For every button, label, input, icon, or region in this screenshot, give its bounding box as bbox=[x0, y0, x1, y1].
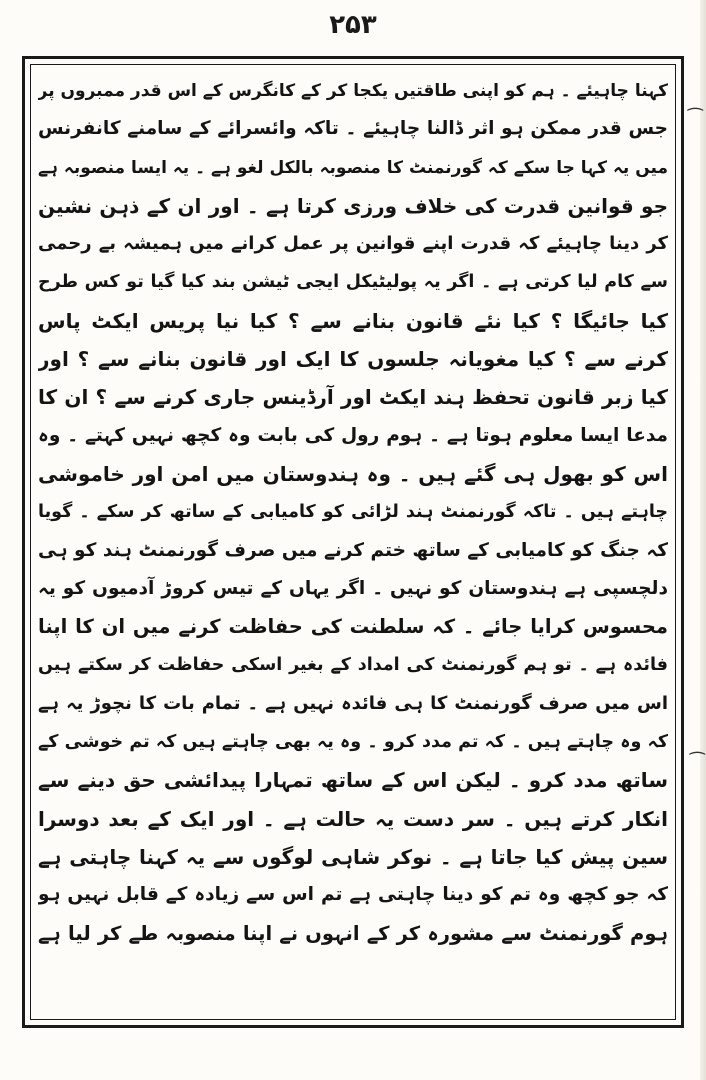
page-number: ۲۵۳ bbox=[329, 10, 377, 40]
text-line: کیا جائیگا ؟ کیا نئے قانون بنانے سے ؟ کیا نیا پریس ایکٹ پاس bbox=[38, 308, 668, 333]
text-line: ہوم گورنمنٹ سے مشورہ کر کے انہوں نے اپنا منصوبہ طے کر لیا ہے bbox=[38, 921, 668, 945]
urdu-text-block bbox=[38, 72, 668, 1016]
text-line: اس میں صرف گورنمنٹ کا ہی فائدہ نہیں ہے ۔ تمام بات کا نچوڑ یہ ہے bbox=[38, 692, 668, 714]
margin-mark: ⁀ bbox=[688, 108, 703, 129]
text-line: کرنے سے ؟ کیا مغویانہ جلسوں کا ایک اور قانون بنانے سے ؟ اور bbox=[38, 347, 668, 372]
text-line: کہنا چاہیئے ۔ ہم کو اپنی طاقتیں یکجا کر کے کانگرس کے اس قدر ممبروں پر bbox=[38, 81, 668, 101]
text-line: فائدہ ہے ۔ تو ہم گورنمنٹ کی امداد کے بغیر اسکی حفاظت کر سکتے ہیں bbox=[38, 655, 668, 676]
text-line: چاہتے ہیں ۔ تاکہ گورنمنٹ ہند لڑائی کو کامیابی کے ساتھ کر سکے ۔ گویا bbox=[38, 502, 668, 523]
text-line: انکار کرتے ہیں ۔ سر دست یہ حالت ہے ۔ اور ایک کے بعد دوسرا bbox=[38, 806, 668, 831]
text-line: دلچسپی ہے ہندوستان کو نہیں ۔ اگر یہاں کے تیس کروڑ آدمیوں کو یہ bbox=[38, 577, 668, 599]
text-line: سے کام لیا کرتی ہے ۔ اگر یہ پولیٹیکل ایجی ٹیشن بند کیا گیا تو کس طرح bbox=[38, 272, 668, 293]
text-line: مدعا ایسا معلوم ہوتا ہے ۔ ہوم رول کی بابت وہ کچھ نہیں کہتے ۔ وہ bbox=[38, 424, 668, 446]
text-line: میں یہ کہا جا سکے کہ گورنمنٹ کا منصوبہ بالکل لغو ہے ۔ یہ ایسا منصوبہ ہے bbox=[38, 157, 668, 178]
text-line: کہ جو کچھ وہ تم کو دینا چاہتی ہے تم اس سے زیادہ کے قابل نہیں ہو bbox=[38, 884, 668, 906]
page-edge-shadow bbox=[700, 0, 706, 1080]
text-line: ساتھ مدد کرو ۔ لیکن اس کے ساتھ تمہارا پیدائشی حق دینے سے bbox=[38, 768, 668, 793]
text-line: کر دینا چاہیئے کہ قدرت اپنے قوانین پر عمل کرانے میں ہمیشہ بے رحمی bbox=[38, 233, 668, 255]
text-line: سین پیش کیا جاتا ہے ۔ نوکر شاہی لوگوں سے یہ کہنا چاہتی ہے bbox=[38, 844, 668, 869]
text-line: کہ جنگ کو کامیابی کے ساتھ ختم کرنے میں صرف گورنمنٹ ہند کو ہی bbox=[38, 539, 668, 561]
text-line: اس کو بھول ہی گئے ہیں ۔ وہ ہندوستان میں امن اور خاموشی bbox=[38, 461, 668, 486]
text-line: جو قوانین قدرت کی خلاف ورزی کرتا ہے ۔ اور ان کے ذہن نشین bbox=[38, 193, 668, 218]
text-line: جس قدر ممکن ہو اثر ڈالنا چاہیئے ۔ تاکہ وائسرائے کے سامنے کانفرنس bbox=[38, 118, 668, 140]
text-line: کیا زبر قانون تحفظ ہند ایکٹ اور آرڈینس جاری کرنے سے ؟ ان کا bbox=[38, 385, 668, 410]
text-line: محسوس کرایا جائے ۔ کہ سلطنت کی حفاظت کرنے میں ان کا اپنا bbox=[38, 615, 668, 639]
text-line: کہ وہ چاہتے ہیں ۔ کہ تم مدد کرو ۔ وہ یہ بھی چاہتے ہیں کہ تم خوشی کے bbox=[38, 732, 668, 753]
margin-mark: ⁀ bbox=[690, 752, 705, 773]
